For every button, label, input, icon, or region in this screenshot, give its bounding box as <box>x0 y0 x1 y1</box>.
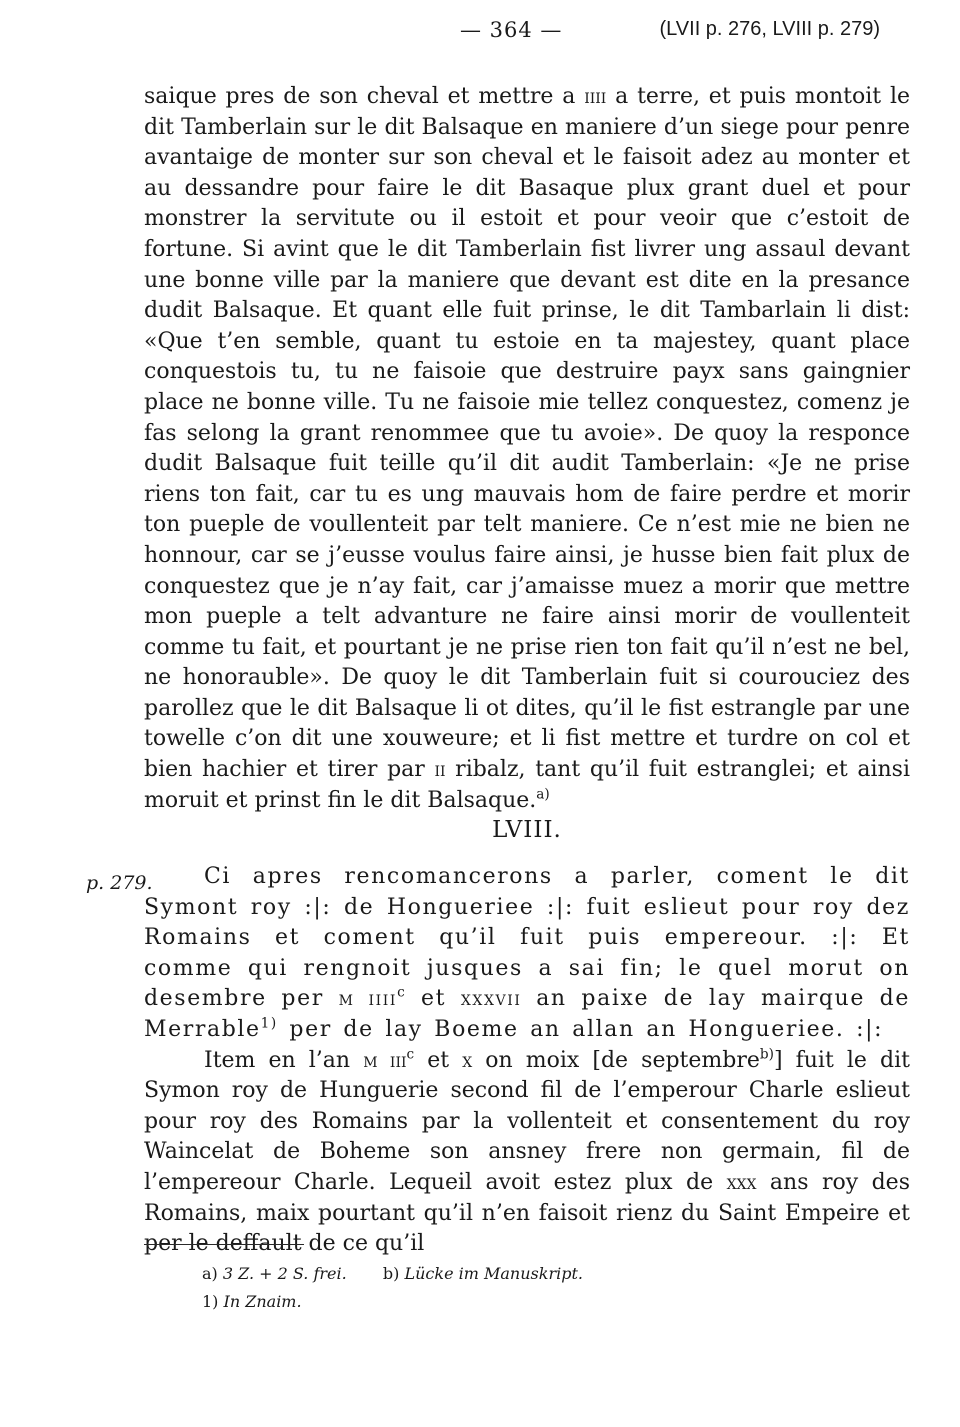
footnote-text: 3 Z. + 2 S. frei. <box>222 1264 347 1283</box>
roman-numeral: iiii <box>584 85 607 108</box>
footnote-line <box>202 1288 802 1316</box>
text-run: on moix [de septembre <box>472 1047 760 1073</box>
chapter-lviii-text <box>144 862 910 1260</box>
footnote-label: b) <box>382 1264 400 1283</box>
text-run: Ci apres rencomancerons a parler, coment le dit Symont roy :|: de Hongueriee :|: fuit eslieut pour roy dez Romains et coment qu’il fuit puis empereour. :|: Et comme qui rengnoit jusques a sai fin; le quel morut on desembre per <box>144 864 910 1012</box>
roman-numeral: xxx <box>726 1170 757 1194</box>
paragraph <box>144 862 910 1046</box>
chapter-lvii-text <box>144 82 910 816</box>
footnote-label: 1) <box>202 1292 219 1311</box>
superscript: c <box>406 1046 415 1063</box>
chapter-title: LVIII. <box>492 817 562 843</box>
roman-numeral: x <box>462 1048 473 1072</box>
footnote-mark: a) <box>536 786 550 803</box>
roman-numeral: ii <box>434 758 446 782</box>
roman-numeral: m <box>363 1048 378 1072</box>
page-header <box>460 14 920 48</box>
roman-numeral: m <box>338 987 355 1011</box>
text-run: ans roy des Romains, maix pourtant qu’il n’en faisoit rienz du Saint Empeire et per le deffault de ce qu’il <box>144 1169 910 1257</box>
text-run: per de lay Boeme an allan an Hongueriee. :|: <box>277 1016 884 1042</box>
footnote-text: In Znaim. <box>223 1292 302 1311</box>
text-run: saique pres de son cheval et mettre a <box>144 84 585 109</box>
paragraph <box>144 1046 910 1260</box>
text-run: a terre, et puis montoit le dit Tamberlain sur le dit Balsaque en maniere d’un siege pour penre avantaige de monter sur son cheval et le faisoit adez au monter et au dessandre pour faire le dit Basaque plux grant duel et pour monstrer la servitute ou il estoit et pour veoir que c’estoit de fortune. Si avint que le dit Tamberlain fist livrer ung assaul devant une bonne ville par la maniere que devant est dite en la presance dudit Balsaque. Et quant elle fuit prinse, le dit Tambarlain li dist: «Que t’en semble, quant tu estoie en ta majestey, quant place conquestois tu, tu ne faisoie que destruire payx sans gaingnier place ne bonne ville. Tu ne faisoie mie tellez conquestez, comenz je fas selong la grant renommee que tu avoie». De quoy la responce dudit Balsaque fuit teille qu’il dit audit Tamberlain: «Je ne prise riens ton fait, car tu es ung mauvais hom de faire perdre et morir ton pueple de voullenteit par telt maniere. Ce n’est mie ne bien ne honnour, car se j’eusse voulus faire ainsi, je husse bien fait plux de conquestez que je n’ay fait, car j’amaisse muez a morir que mettre mon pueple a telt advanture ne faire ainsi morir de voullenteit comme tu fait, et pourtant je ne prise rien ton fait qu’il n’est ne bel, ne honorauble». De quoy le dit Tamberlain fuit si courouciez des parollez que le dit Balsaque li ot dites, qu’il le fist estrangle par une towelle c’on dit une xouweure; et li fist mettre et turdre on col et bien hachier et tirer par <box>144 84 911 783</box>
margin-page-note: p. 279. <box>86 872 153 894</box>
text-run: et <box>406 986 461 1012</box>
footnote-divider <box>144 1244 304 1245</box>
footnote-text: Lücke im Manuskript. <box>404 1264 583 1283</box>
footnote-line <box>202 1260 802 1288</box>
text-run: Item en l’an <box>204 1047 364 1073</box>
roman-numeral: iiii <box>354 987 398 1011</box>
roman-numeral: iii <box>377 1048 407 1072</box>
roman-numeral: xxxvii <box>460 987 522 1011</box>
page-number: — 364 — <box>460 18 563 42</box>
footnote-mark: b) <box>759 1046 774 1063</box>
text-run: et <box>414 1047 463 1073</box>
paragraph <box>144 82 910 816</box>
footnote-label: a) <box>202 1264 218 1283</box>
text-run: ] fuit le dit Symon roy de Hunguerie second fil de l’emperour Charle eslieut pour roy des Romains par la vollenteit et consentement du roy Waincelat de Boheme son ansney frere non germain, fil de l’empereour Charle. Lequeil avoit estez plux de <box>144 1047 910 1195</box>
text-run: ribalz, tant qu’il fuit estranglei; et ainsi moruit et prinst fin le dit Balsaque. <box>144 757 910 813</box>
superscript: c <box>397 985 407 1002</box>
footnotes <box>202 1260 802 1316</box>
footnote-mark: 1) <box>260 1015 278 1032</box>
chapter-reference: (LVII p. 276, LVIII p. 279) <box>659 18 880 40</box>
text-run: an paixe de lay mairque de Merrable <box>144 986 910 1042</box>
